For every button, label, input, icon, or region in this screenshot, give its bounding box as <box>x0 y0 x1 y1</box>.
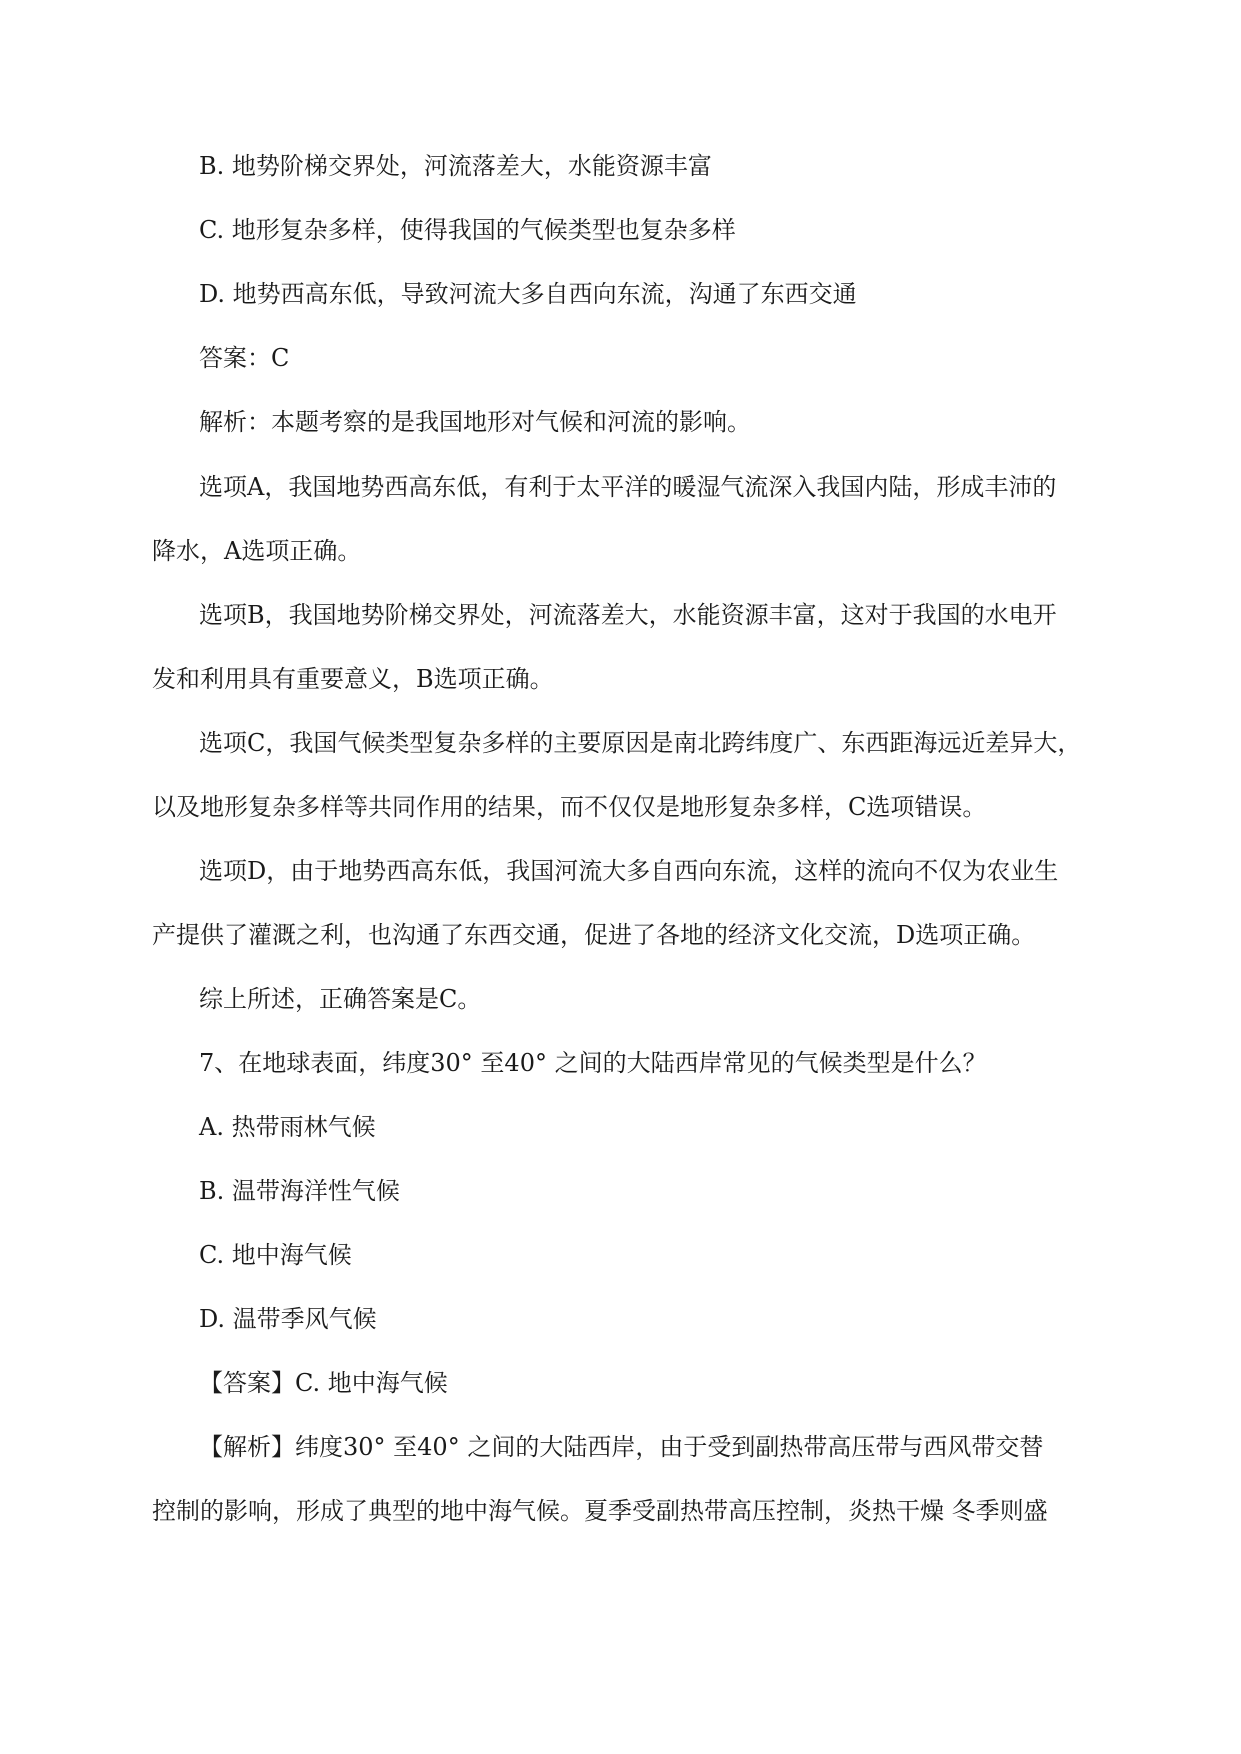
summary-line: 综上所述，正确答案是C。 <box>199 985 482 1013</box>
q7-option-c: C. 地中海气候 <box>199 1241 352 1269</box>
analysis-c-line-1: 选项C，我国气候类型复杂多样的主要原因是南北跨纬度广、东西距海远近差异大， <box>199 729 1082 757</box>
analysis-a-line-1: 选项A，我国地势西高东低，有利于太平洋的暖湿气流深入我国内陆，形成丰沛的 <box>199 473 1057 501</box>
q7-analysis-line-2: 控制的影响，形成了典型的地中海气候。夏季受副热带高压控制，炎热干燥 冬季则盛 <box>152 1497 1048 1525</box>
question-7-line: 7、在地球表面，纬度30° 至40° 之间的大陆西岸常见的气候类型是什么？ <box>199 1049 987 1077</box>
answer-line: 答案：C <box>199 344 290 372</box>
option-c-line: C. 地形复杂多样，使得我国的气候类型也复杂多样 <box>199 216 736 244</box>
q7-option-a: A. 热带雨林气候 <box>199 1113 376 1141</box>
q7-option-d: D. 温带季风气候 <box>199 1305 377 1333</box>
q7-analysis-line-1: 【解析】纬度30° 至40° 之间的大陆西岸，由于受到副热带高压带与西风带交替 <box>199 1433 1044 1461</box>
analysis-line: 解析：本题考察的是我国地形对气候和河流的影响。 <box>199 408 751 436</box>
analysis-a-line-2: 降水，A选项正确。 <box>152 537 362 565</box>
option-d-line: D. 地势西高东低，导致河流大多自西向东流，沟通了东西交通 <box>199 280 857 308</box>
option-b-line: B. 地势阶梯交界处，河流落差大，水能资源丰富 <box>199 152 712 180</box>
analysis-d-line-2: 产提供了灌溉之利，也沟通了东西交通，促进了各地的经济文化交流，D选项正确。 <box>152 921 1036 949</box>
analysis-d-line-1: 选项D，由于地势西高东低，我国河流大多自西向东流，这样的流向不仅为农业生 <box>199 857 1059 885</box>
analysis-c-line-2: 以及地形复杂多样等共同作用的结果，而不仅仅是地形复杂多样，C选项错误。 <box>152 793 987 821</box>
q7-answer-line: 【答案】C. 地中海气候 <box>199 1369 448 1397</box>
analysis-b-line-2: 发和利用具有重要意义，B选项正确。 <box>152 665 554 693</box>
analysis-b-line-1: 选项B，我国地势阶梯交界处，河流落差大，水能资源丰富，这对于我国的水电开 <box>199 601 1057 629</box>
q7-option-b: B. 温带海洋性气候 <box>199 1177 400 1205</box>
